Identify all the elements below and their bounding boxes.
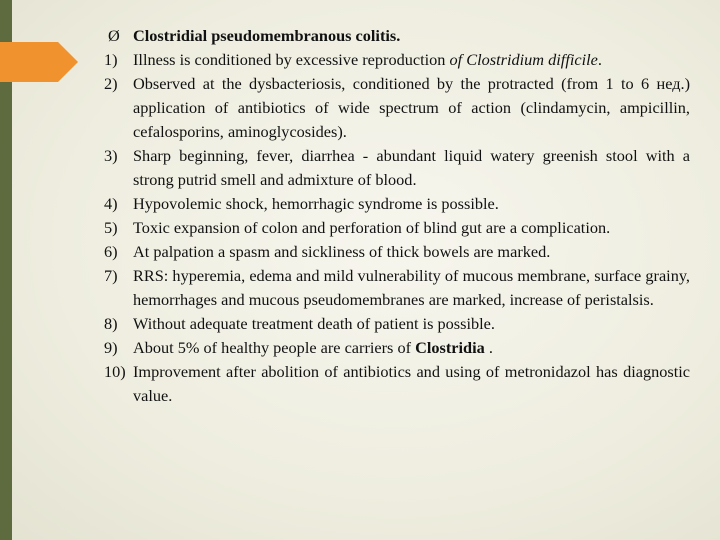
item-number: 3) (104, 146, 118, 165)
item-tail: . (597, 50, 602, 69)
item-number: 7) (104, 266, 118, 285)
item-bold-text: Clostridia (415, 338, 485, 357)
list-item (104, 264, 690, 312)
list-item (104, 144, 690, 192)
list-item (104, 312, 690, 336)
list-item (104, 72, 690, 144)
list-item (104, 360, 690, 408)
item-text: Without adequate treatment death of patient is possible. (133, 314, 495, 333)
item-text: Sharp beginning, fever, diarrhea - abundant liquid watery greenish stool with a strong putrid smell and admixture of blood. (133, 146, 690, 189)
list-item (104, 240, 690, 264)
item-tail: . (484, 338, 493, 357)
item-text: Improvement after abolition of antibiotics and using of metronidazol has diagnostic value. (133, 362, 690, 405)
title-text: Clostridial pseudomembranous colitis. (133, 26, 401, 45)
item-number: 6) (104, 242, 118, 261)
orange-pointer-shape (0, 42, 78, 82)
item-text: Observed at the dysbacteriosis, conditioned by the protracted (from 1 to 6 нед.) application of antibiotics of wide spectrum of action (clindamycin, ampicillin, cefalosporins, aminoglycosides). (133, 74, 690, 141)
item-text: At palpation a spasm and sickliness of thick bowels are marked. (133, 242, 551, 261)
item-number: 5) (104, 218, 118, 237)
slide-body (104, 24, 690, 408)
list-item (104, 216, 690, 240)
list-item (104, 336, 690, 360)
item-text: Toxic expansion of colon and perforation of blind gut are a complication. (133, 218, 611, 237)
list-item (104, 48, 690, 72)
arrow-bullet-icon: Ø (108, 26, 120, 45)
item-text: RRS: hyperemia, edema and mild vulnerability of mucous membrane, surface grainy, hemorrhages and mucous pseudomembranes are marked, increase of peristalsis. (133, 266, 690, 309)
item-number: 8) (104, 314, 118, 333)
item-italic-text: of Clostridium difficile (449, 50, 598, 69)
item-number: 2) (104, 74, 118, 93)
slide-title (104, 24, 690, 48)
item-number: 1) (104, 50, 118, 69)
item-number: 9) (104, 338, 118, 357)
item-text: About 5% of healthy people are carriers of (133, 338, 416, 357)
item-text: Illness is conditioned by excessive reproduction (133, 50, 450, 69)
item-number: 4) (104, 194, 118, 213)
list-item (104, 192, 690, 216)
item-text: Hypovolemic shock, hemorrhagic syndrome is possible. (133, 194, 499, 213)
item-number: 10) (104, 362, 126, 381)
